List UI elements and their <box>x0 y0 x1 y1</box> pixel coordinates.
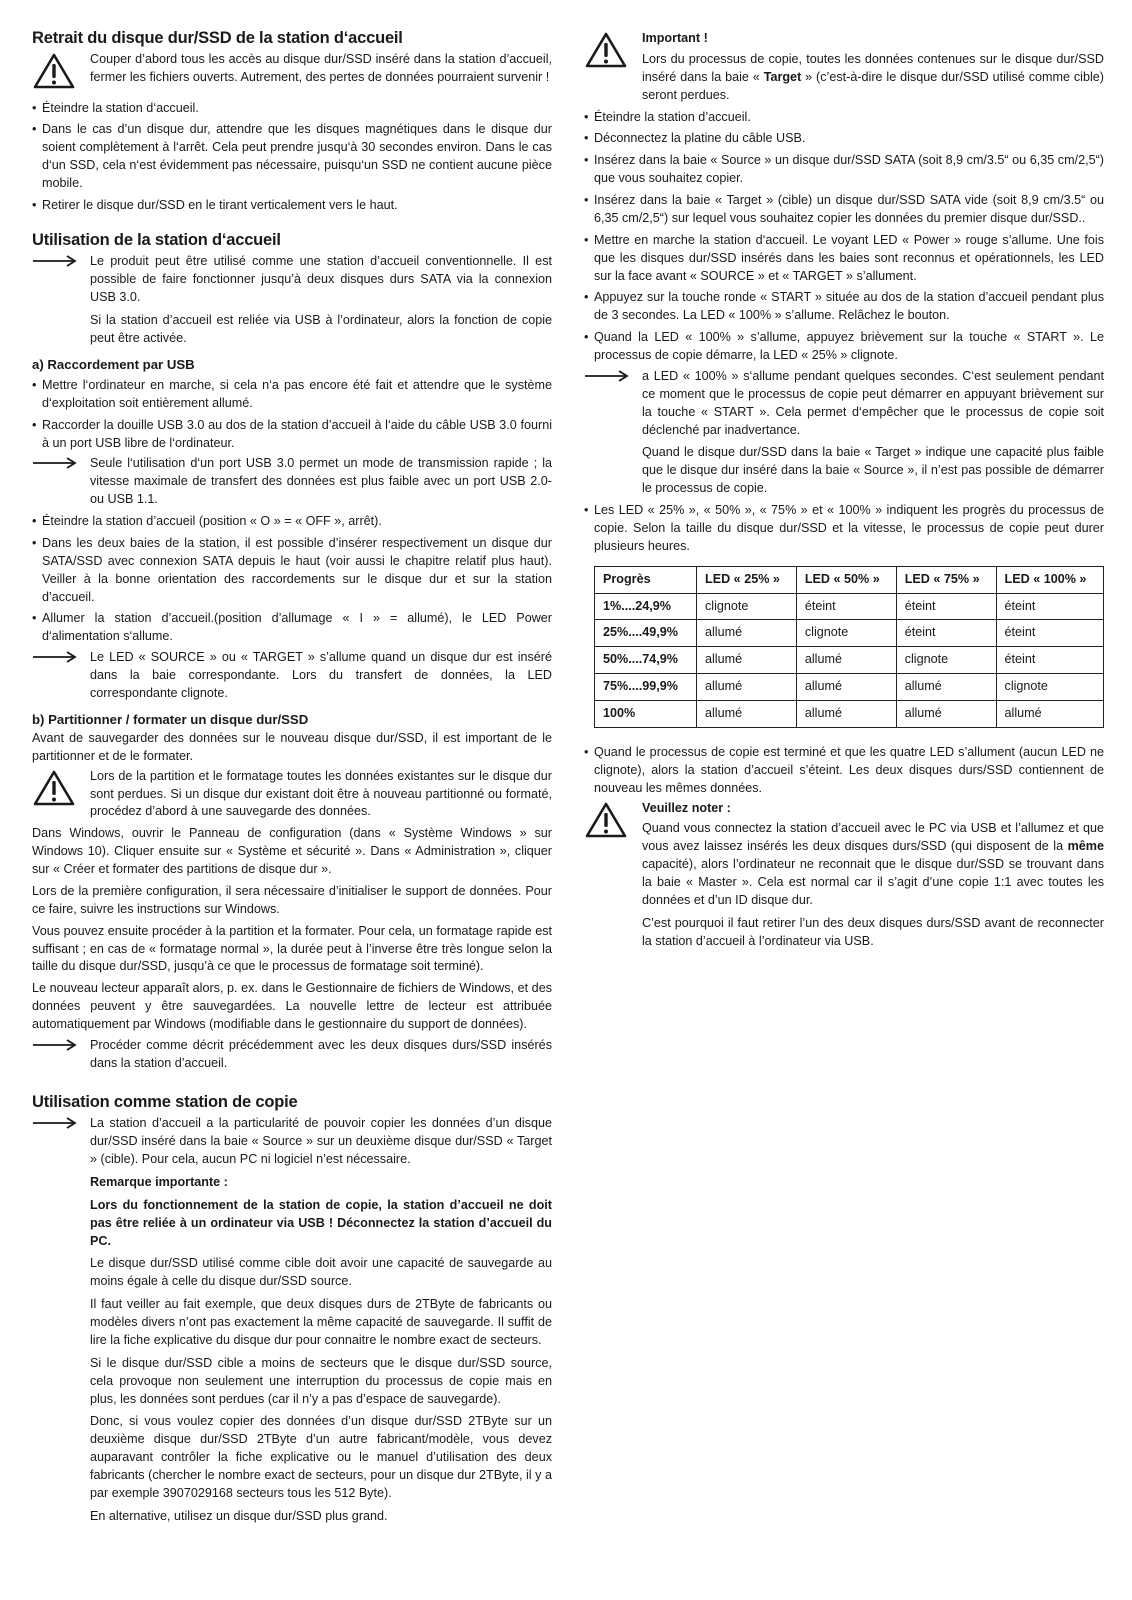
warning-triangle-icon <box>584 800 642 845</box>
arrow-right-icon <box>32 1115 90 1135</box>
note-block: Seule l‘utilisation d‘un port USB 3.0 permet un mode de transmission rapide ; la vitesse maximale de transfert des données est plus faible avec un port USB 2.0- ou USB 1.1. <box>32 455 552 509</box>
list-item: • Allumer la station d’accueil.(position d’allumage « I » = allumé), le LED Power d‘alimentation s‘allume. <box>32 611 552 644</box>
warning-triangle-icon <box>584 30 642 75</box>
list-item: • Éteindre la station d’accueil (position « O » = « OFF », arrêt). <box>32 514 382 529</box>
note-block: Le produit peut être utilisé comme une station d’accueil conventionnelle. Il est possible de faire fonctionner jusqu’à deux disques durs SATA via la connexion USB 3.0. Si la station d’accueil est reliée via USB à l’ordinateur, alors la fonction de copie peut être activée. <box>32 253 552 347</box>
list-item: • Les LED « 25% », « 50% », « 75% » et « 100% » indiquent les progrès du processus de copie. Selon la taille du disque dur/SSD et la vitesse, le processus de copie peut durer plusieurs heures. <box>584 503 1104 553</box>
warning-triangle-icon <box>32 51 90 96</box>
table-row: 75%....99,9% allumé allumé allumé clignote <box>595 674 1104 701</box>
list-item: • Dans les deux baies de la station, il est possible d’insérer respectivement un disque dur SATA/SSD avec connexion SATA depuis le haut (voir aussi le chapitre relatif plus haut). Veiller à la bonne orientation des raccordements sur le disque dur et sur la station d’accueil. <box>32 535 552 604</box>
important-title: Important ! <box>642 31 708 45</box>
list-item: • Quand le processus de copie est terminé et que les quatre LED s’allument (aucun LED ne clignote), alors la station d’accueil s’éteint. Les deux disques durs/SSD contiennent de nouveau les mêmes données. <box>584 744 1104 795</box>
remark-text: Lors du fonctionnement de la station de copie, la station d’accueil ne doit pas être reliée à un ordinateur via USB ! Déconnectez la station d’accueil du PC. <box>90 1197 552 1248</box>
list-item: • Éteindre la station d‘accueil. <box>32 100 199 115</box>
subsection-title-partition: b) Partitionner / formater un disque dur/SSD <box>32 711 309 727</box>
arrow-right-icon <box>32 1037 90 1057</box>
list-item: • Dans le cas d’un disque dur, attendre que les disques magnétiques dans le disque dur soient complètement à l‘arrêt. Cela peut prendre jusqu‘à 30 secondes environ. Dans le cas d‘un SSD, cela n‘est évidemment pas nécessaire, puisqu‘un SSD ne contient aucune pièce mobile. <box>32 122 552 190</box>
section-title-removal: Retrait du disque dur/SSD de la station d‘accueil <box>32 29 403 47</box>
table-row: 50%....74,9% allumé allumé clignote éteint <box>595 647 1104 674</box>
subsection-title-usb: a) Raccordement par USB <box>32 356 195 372</box>
arrow-right-icon <box>32 455 90 475</box>
warning-text: Couper d’abord tous les accès au disque dur/SSD inséré dans la station d’accueil, fermer les fichiers ouverts. Autrement, des pertes de données pourraient survenir ! <box>90 51 552 84</box>
warning-block <box>32 51 552 96</box>
list-item: • Quand la LED « 100% » s’allume, appuyez brièvement sur la touche « START ». Le processus de copie démarre, la LED « 25% » clignote. <box>584 330 1104 362</box>
list-item: • Appuyez sur la touche ronde « START » située au dos de la station d’accueil pendant plus de 3 secondes. La LED « 100% » s’allume. Relâchez le bouton. <box>584 290 1104 323</box>
list-item: • Insérez dans la baie « Source » un disque dur/SSD SATA (soit 8,9 cm/3.5“ ou 6,35 cm/2,5“) que vous souhaitez copier. <box>584 153 1104 186</box>
section-title-usage: Utilisation de la station d‘accueil <box>32 230 281 249</box>
arrow-right-icon <box>32 649 90 669</box>
note-block: Procéder comme décrit précédemment avec les deux disques durs/SSD insérés dans la station d’accueil. <box>32 1037 552 1073</box>
section-title-copy: Utilisation comme station de copie <box>32 1092 298 1111</box>
table-row: 25%....49,9% allumé clignote éteint éteint <box>595 620 1104 647</box>
list-item: • Retirer le disque dur/SSD en le tirant verticalement vers le haut. <box>32 197 398 212</box>
remark-title: Remarque importante : <box>90 1174 228 1189</box>
note-warning-block: Veuillez noter : Quand vous connectez la station d’accueil avec le PC via USB et l’allumez et que vous avez laissez insérés les deux disques durs/SSD (qui disposent de la même capacité), alors l’ordinateur ne reconnait que le disque dur/SSD se trouvant dans la baie « Master ». Cela est normal car il s’agit d’une copie 1:1 avec toutes les données et d’un ID disque dur. C’est pourquoi il faut retirer l’un des deux disques durs/SSD avant de reconnecter la station d’accueil à l’ordinateur via USB. <box>584 800 1104 951</box>
note-block: Le LED « SOURCE » ou « TARGET » s’allume quand un disque dur est inséré dans la baie correspondante. Lors du transfert de données, la LED correspondante clignote. <box>32 649 552 703</box>
arrow-right-icon <box>32 253 90 273</box>
progress-table <box>594 566 1104 728</box>
list-item: • Insérez dans la baie « Target » (cible) un disque dur/SSD SATA vide (soit 8,9 cm/3.5“ ou 6,35 cm/2,5“) sur lequel vous souhaitez copier les données du premier disque dur/SSD.. <box>584 193 1104 225</box>
warning-triangle-icon <box>32 768 90 813</box>
list-item: • Mettre l‘ordinateur en marche, si cela n‘a pas encore été fait et attendre que le système d‘exploitation soit entièrement allumé. <box>32 377 552 410</box>
table-row: 100% allumé allumé allumé allumé <box>595 701 1104 728</box>
table-row: 1%....24,9% clignote éteint éteint éteint <box>595 593 1104 620</box>
note-block: a LED « 100% » s‘allume pendant quelques secondes. C‘est seulement pendant ce moment que le processus de copie peut démarrer en appuyant brièvement sur la touche « START ». Cela permet d‘empêcher que le processus de copie soit déclenché par inadvertance. Quand le disque dur/SSD dans la baie « Target » indique une capacité plus faible que le disque dur inséré dans la baie « Source », il n’est pas possible de démarrer le processus de copie. <box>584 368 1104 498</box>
important-block: Important ! Lors du processus de copie, toutes les données contenues sur le disque dur/SSD inséré dans la baie « Target » (c’est-à-dire le disque dur/SSD utilisé comme cible) seront perdues. <box>584 30 1104 105</box>
list-item: • Déconnectez la platine du câble USB. <box>584 131 806 146</box>
note-block: La station d’accueil a la particularité de pouvoir copier les données d’un disque dur/SSD inséré dans la baie « Source » sur un deuxième disque dur/SSD « Target » (cible). Pour cela, aucun PC ni logiciel n’est nécessaire. Remarque importante : Lors du fonctionnement de la station de copie, la station d’accueil ne doit pas être reliée à un ordinateur via USB ! Déconnectez la station d’accueil du PC. Le disque dur/SSD utilisé comme cible doit avoir une capacité de sauvegarde au moins égale à celle du disque dur/SSD source. Il faut veiller au fait exemple, que deux disques durs de 2TByte de fabricants ou modèles divers n’ont pas exactement la même capacité de sauvegarde. Il suffit de lire la fiche explicative du disque dur pour connaitre le nombre exact de secteurs. Si le disque dur/SSD cible a moins de secteurs que le disque dur/SSD source, cela provoque non seulement une interruption du processus de copie mais en plus, les données sont perdues (car il n’y a pas d’espace de sauvegarde). Donc, si vous voulez copier des données d’un disque dur/SSD 2TByte sur un deuxième disque dur/SSD 2TByte d’un autre fabricant/modèle, vous devez auparavant contrôler la fiche explicative ou le manuel d’utilisation des deux fabricants (chercher le nombre exact de secteurs, pour un disque dur 2TByte, il y a par exemple 3907029168 secteurs tous les 512 Byte). En alternative, utilisez un disque dur/SSD plus grand. <box>32 1115 552 1525</box>
table-header-row: Progrès LED « 25% » LED « 50% » LED « 75% » LED « 100% » <box>595 566 1104 593</box>
left-column: Retrait du disque dur/SSD de la station d‘accueil Couper d’abord tous les accès au disque dur/SSD inséré dans la station d’accueil, fermer les fichiers ouverts. Autrement, des pertes de données pourraient survenir ! • Éteindre la station d‘accueil. • Dans le cas d’un disque dur, attendre que les disques magnétiques dans le disque dur soient complètement à l‘arrêt. Cela peut prendre jusqu‘à 30 secondes environ. Dans le cas d‘un SSD, cela n‘est évidemment pas nécessaire, puisqu‘un SSD ne contient aucune pièce mobile. • Retirer le disque dur/SSD en le tirant verticalement vers le haut. Utilisation de la station d‘accueil Le produit peut être utilisé comme une station d’accueil conventionnelle. Il est possible de faire fonctionner jusqu’à deux disques durs SATA via la connexion USB 3.0. Si la station d’accueil est reliée via USB à l’ordinateur, alors la fonction de copie peut être activée. a) Raccordement par USB • Mettre l‘ordinateur en marche, si cela n‘a pas encore été fait et attendre que le système d‘exploitation soit entièrement allumé. • Raccorder la douille USB 3.0 au dos de la station d’accueil à l‘aide du câble USB 3.0 fourni à un port USB libre de l‘ordinateur. Seule l‘utilisation d‘un port USB 3.0 permet un mode de transmission rapide ; la vitesse maximale de transfert des données est plus faible avec un port USB 2.0- ou USB 1.1. • Éteindre la station d’accueil (position « O » = « OFF », arrêt). • Dans les deux baies de la station, il est possible d’insérer respectivement un disque dur SATA/SSD avec connexion SATA depuis le haut (voir aussi le chapitre relatif plus haut). Veiller à la bonne orientation des raccordements sur le disque dur et sur la station d’accueil. • Allumer la station d’accueil.(position d’allumage « I » = allumé), le LED Power d‘alimentation s‘allume. Le LED « SOURCE » ou « TARGET » s’allume quand un disque dur est inséré dans la baie correspondante. Lors du transfert de données, la LED correspondante clignote. b) Partitionner / formater un disque dur/SSD Avant de sauvegarder des données sur le nouveau disque dur/SSD, il est important de le partitionner et de le formater. Lors de la partition et le formatage toutes les données existantes sur le disque dur sont perdues. Si un disque dur existant doit être à nouveau partitionné ou formaté, procédez d’abord à une sauvegarde des données. Dans Windows, ouvrir le Panneau de configuration (dans « Système Windows » sur Windows 10). Cliquer ensuite sur « Système et sécurité ». Dans « Administration », cliquer sur « Créer et formater des partitions de disque dur ». Lors de la première configuration, il sera nécessaire d’initialiser le support de données. Pour ce faire, suivre les instructions sur Windows. Vous pouvez ensuite procéder à la partition et la formater. Pour cela, un formatage rapide est suffisant ; en cas de « formatage normal », la durée peut à l’inverse être très longue selon la taille du disque dur/SSD, jusqu’à ce que le processus de formatage soit terminé). Le nouveau lecteur apparaît alors, p. ex. dans le Gestionnaire de fichiers de Windows, et des données peuvent y être sauvegardées. La nouvelle lettre de lecteur est attribuée automatiquement par Windows (modifiable dans le gestionnaire du support de données). Procéder comme décrit précédemment avec les deux disques durs/SSD insérés dans la station d’accueil. Utilisation comme station de copie La station d’accueil a la particularité de pouvoir copier les données d’un disque dur/SSD inséré dans la baie « Source » sur un deuxième disque dur/SSD « Target » (cible). Pour cela, aucun PC ni logiciel n’est nécessaire. Remarque importante : Lors du fonctionnement de la station de copie, la station d’accueil ne doit pas être reliée à un ordinateur via USB ! Déconnectez la station d’accueil du PC. Le disque dur/SSD utilisé comme cible doit avoir une capacité de sauvegarde au moins égale à celle du disque dur/SSD source. Il faut veiller au fait exemple, que deux disques durs de 2TByte de fabricants ou modèles divers n’ont pas exactement la même capacité de sauvegarde. Il suffit de lire la fiche explicative du disque dur pour connaitre le nombre exact de secteurs. Si le disque dur/SSD cible a moins de secteurs que le disque dur/SSD source, cela provoque non seulement une interruption du processus de copie mais en plus, les données sont perdues (car il n’y a pas d’espace de sauvegarde). Donc, si vous voulez copier des données d’un disque dur/SSD 2TByte sur un deuxième disque dur/SSD 2TByte d’un autre fabricant/modèle, vous devez auparavant contrôler la fiche explicative ou le manuel d’utilisation des deux fabricants (chercher le nombre exact de secteurs, pour un disque dur 2TByte, il y a par exemple 3907029168 secteurs tous les 512 Byte). En alternative, utilisez un disque dur/SSD plus grand. <box>32 28 552 1530</box>
list-item: • Raccorder la douille USB 3.0 au dos de la station d’accueil à l‘aide du câble USB 3.0 fourni à un port USB libre de l‘ordinateur. <box>32 417 552 450</box>
warning-block: Lors de la partition et le formatage toutes les données existantes sur le disque dur sont perdues. Si un disque dur existant doit être à nouveau partitionné ou formaté, procédez d’abord à une sauvegarde des données. <box>32 768 552 822</box>
list-item: • Mettre en marche la station d‘accueil. Le voyant LED « Power » rouge s’allume. Une fois que les disques dur/SSD insérés dans les baies sont reconnus et opérationnels, les LED sur la face avant « SOURCE » et « TARGET » s’allument. <box>584 232 1104 283</box>
right-column <box>584 28 1104 955</box>
arrow-right-icon <box>584 368 642 388</box>
list-item: • Éteindre la station d’accueil. <box>584 109 751 124</box>
note-title: Veuillez noter : <box>642 800 731 815</box>
